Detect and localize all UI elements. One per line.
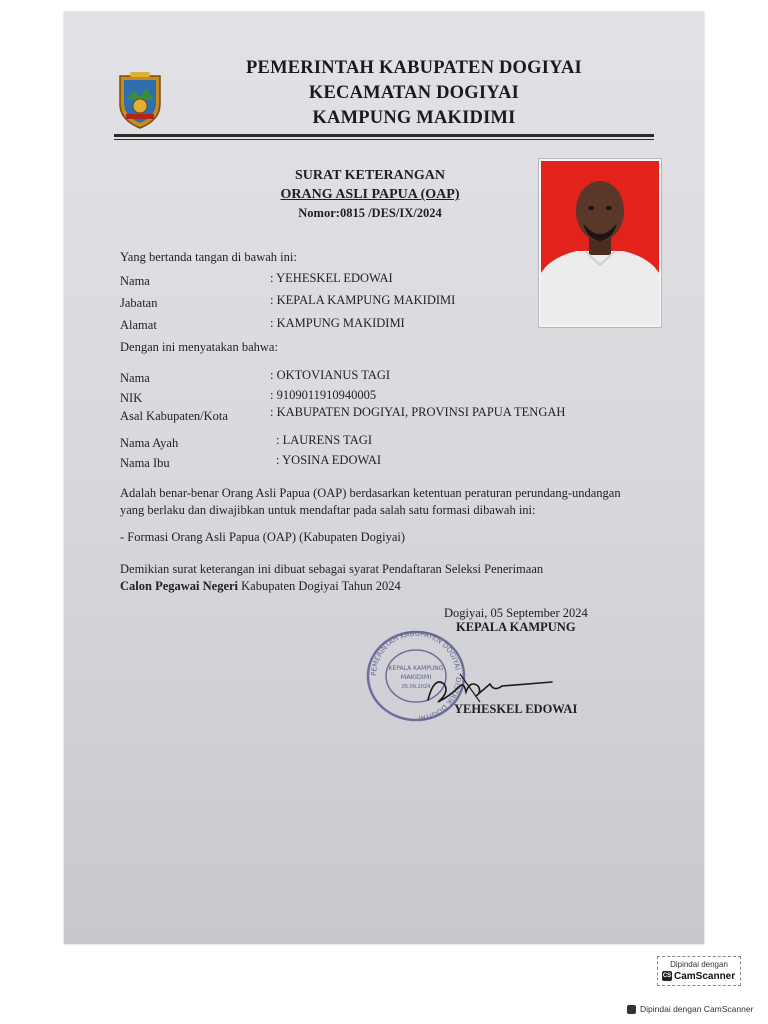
letterhead-rule-thin bbox=[114, 139, 654, 140]
subject-mother-label: Nama Ibu bbox=[120, 456, 170, 470]
subject-father-label: Nama Ayah bbox=[120, 436, 179, 450]
badge-line-1: Dipindai dengan bbox=[670, 960, 728, 969]
stamp-inner-top: KEPALA KAMPUNG bbox=[388, 665, 444, 672]
document-number-label: Nomor: bbox=[298, 206, 340, 220]
badge-line-2 bbox=[662, 971, 735, 982]
stamp-inner-date: 05.09.2024 bbox=[401, 684, 431, 690]
subject-origin-value: : KABUPATEN DOGIYAI, PROVINSI PAPUA TENGAH bbox=[270, 405, 566, 419]
signatory-name-label: Nama bbox=[120, 274, 150, 288]
statement-line-2: yang berlaku dan diwajibkan untuk mendaftar pada salah satu formasi dibawah ini: bbox=[120, 503, 536, 517]
subject-mother-value: : YOSINA EDOWAI bbox=[276, 453, 382, 467]
camscanner-badge bbox=[657, 956, 741, 986]
subject-intro: Dengan ini menyatakan bahwa: bbox=[120, 340, 278, 354]
footer-text: Dipindai dengan CamScanner bbox=[640, 1004, 754, 1014]
subject-name-value: : OKTOVIANUS TAGI bbox=[270, 368, 391, 382]
signatory-intro: Yang bertanda tangan di bawah ini: bbox=[120, 250, 297, 264]
signatory-position-value: : KEPALA KAMPUNG MAKIDIMI bbox=[270, 293, 456, 307]
signatory-address-value: : KAMPUNG MAKIDIMI bbox=[270, 316, 405, 330]
camscanner-small-icon bbox=[627, 1005, 636, 1014]
signatory-position-label: Jabatan bbox=[120, 296, 158, 310]
closing-paragraph bbox=[120, 561, 640, 595]
document-subtitle: ORANG ASLI PAPUA (OAP) bbox=[280, 187, 460, 202]
badge-brand: CamScanner bbox=[674, 971, 736, 982]
signature-role: KEPALA KAMPUNG bbox=[456, 620, 576, 634]
document-title-block bbox=[270, 166, 470, 222]
signatory-address-label: Alamat bbox=[120, 318, 157, 332]
formation-item: - Formasi Orang Asli Papua (OAP) (Kabupaten Dogiyai) bbox=[120, 530, 406, 544]
statement-line-1: Adalah benar-benar Orang Asli Papua (OAP) berdasarkan ketentuan peraturan perundang-undangan bbox=[120, 486, 621, 500]
regency-emblem-icon bbox=[116, 70, 164, 130]
closing-line-1: Demikian surat keterangan ini dibuat sebagai syarat Pendaftaran Seleksi Penerimaan bbox=[120, 562, 544, 576]
statement-paragraph bbox=[120, 485, 640, 519]
document-title: SURAT KETERANGAN bbox=[294, 168, 445, 183]
camscanner-logo-icon: CS bbox=[662, 973, 672, 980]
letterhead-line-2: KECAMATAN DOGIYAI bbox=[308, 83, 520, 103]
subject-nik-label: NIK bbox=[120, 391, 143, 405]
subject-origin-label: Asal Kabupaten/Kota bbox=[120, 409, 228, 423]
stamp-inner-mid: MAKIDIMI bbox=[400, 673, 432, 681]
subject-name-label: Nama bbox=[120, 371, 150, 385]
letterhead-line-1: PEMERINTAH KABUPATEN DOGIYAI bbox=[246, 58, 582, 78]
stamp-outer-text: PEMERINTAH KABUPATEN DOGIYAI · DISTRIK DOGIYAI bbox=[369, 629, 463, 722]
id-photo bbox=[538, 158, 662, 328]
document-page bbox=[64, 12, 704, 944]
letterhead-line-3: KAMPUNG MAKIDIMI bbox=[312, 108, 516, 128]
closing-line-2 bbox=[120, 578, 640, 595]
person-photo bbox=[541, 161, 659, 325]
letterhead bbox=[204, 56, 624, 131]
scan-footer bbox=[627, 1004, 753, 1014]
signature-date: Dogiyai, 05 September 2024 bbox=[444, 606, 588, 620]
document-number bbox=[270, 204, 470, 222]
closing-rest: Kabupaten Dogiyai Tahun 2024 bbox=[238, 579, 401, 593]
signatory-name-value: : YEHESKEL EDOWAI bbox=[270, 271, 393, 285]
subject-nik-value: : 9109011910940005 bbox=[270, 388, 377, 402]
signature-name: YEHESKEL EDOWAI bbox=[454, 702, 578, 716]
document-number-value: 0815 /DES/IX/2024 bbox=[339, 206, 442, 220]
subject-father-value: : LAURENS TAGI bbox=[276, 433, 372, 447]
closing-bold: Calon Pegawai Negeri bbox=[120, 579, 239, 593]
letterhead-rule-thick bbox=[114, 134, 654, 137]
